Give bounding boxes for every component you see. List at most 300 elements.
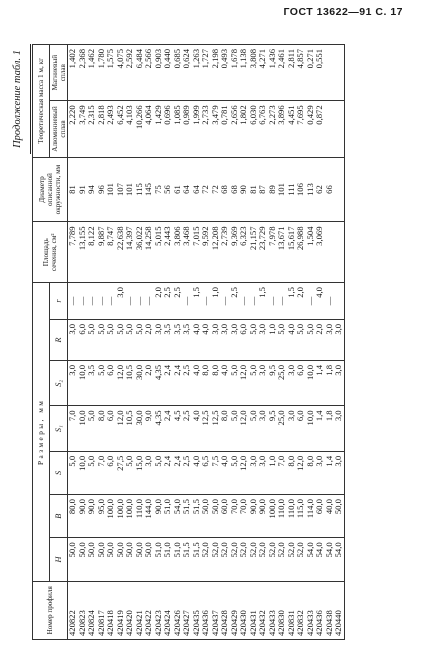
cell-r: 3,0	[116, 283, 126, 320]
cell-S1: 4,5	[173, 406, 183, 451]
cell-area: 9,369	[230, 222, 240, 283]
cell-S2: 5,0	[97, 361, 107, 406]
cell-R: 5,0	[87, 319, 97, 360]
col-mass-group: Теоретическая масса 1 м, кг	[33, 45, 50, 158]
cell-profile-number: 420430	[239, 581, 249, 639]
cell-S1: 5,0	[230, 406, 240, 451]
cell-S: 1,4	[325, 451, 335, 494]
cell-area: 36,022	[135, 222, 145, 283]
col-area: Площадь сечения, см²	[33, 222, 68, 283]
cell-B: 51,5	[192, 495, 202, 538]
col-R: R	[50, 319, 68, 360]
cell-r: —	[182, 283, 192, 320]
cell-S2: 10,5	[125, 361, 135, 406]
cell-B: 50,0	[201, 495, 211, 538]
cell-H: 50,0	[116, 538, 126, 581]
cell-S: 3,0	[249, 451, 259, 494]
cell-S1: 2,4	[163, 406, 173, 451]
cell-R: 3,0	[154, 319, 164, 360]
cell-circle-diameter: 107	[116, 157, 126, 222]
cell-S1: 1,8	[325, 406, 335, 451]
cell-S1: 25,0	[277, 406, 287, 451]
col-S2: S₂	[50, 361, 68, 406]
cell-S2: 25,0	[277, 361, 287, 406]
cell-B: 90,0	[87, 495, 97, 538]
cell-S1: 9,5	[268, 406, 278, 451]
cell-area: 13,671	[277, 222, 287, 283]
cell-mass-magnesium: 4,075	[116, 45, 126, 101]
cell-profile-number: 420440	[334, 581, 344, 639]
cell-B: 100,0	[268, 495, 278, 538]
cell-mass-magnesium: 4,271	[258, 45, 268, 101]
cell-H: 50,0	[144, 538, 154, 581]
cell-S1: 4,35	[154, 406, 164, 451]
cell-B: 100,0	[116, 495, 126, 538]
cell-R: 3,5	[173, 319, 183, 360]
cell-circle-diameter: 145	[144, 157, 154, 222]
cell-S: 2,4	[173, 451, 183, 494]
cell-S: 6,0	[106, 451, 116, 494]
cell-B: 51,0	[163, 495, 173, 538]
cell-circle-diameter: 101	[125, 157, 135, 222]
cell-area: 26,988	[296, 222, 306, 283]
cell-mass-aluminium: 1,429	[154, 101, 164, 157]
cell-S1: 30,0	[135, 406, 145, 451]
cell-area: 21,157	[249, 222, 259, 283]
cell-S2: 1,8	[325, 361, 335, 406]
cell-mass-magnesium: 1,402	[68, 45, 78, 101]
cell-mass-aluminium	[325, 101, 335, 157]
cell-S2: 6,0	[296, 361, 306, 406]
cell-mass-magnesium: 0,271	[306, 45, 316, 101]
cell-H: 51,5	[192, 538, 202, 581]
cell-profile-number: 420823	[78, 581, 88, 639]
cell-R: 3,0	[220, 319, 230, 360]
cell-S: 27,5	[116, 451, 126, 494]
col-circle-diameter: Диаметр описанной окружности, мм	[33, 157, 68, 222]
cell-S2: 2,4	[163, 361, 173, 406]
cell-profile-number: 420433	[306, 581, 316, 639]
cell-R: 4,0	[192, 319, 202, 360]
cell-profile-number: 420428	[220, 581, 230, 639]
cell-B: 50,0	[334, 495, 344, 538]
cell-area: 12,208	[211, 222, 221, 283]
cell-mass-magnesium: 1,727	[201, 45, 211, 101]
cell-mass-aluminium: 0,989	[182, 101, 192, 157]
cell-circle-diameter: 91	[78, 157, 88, 222]
cell-mass-magnesium: 2,461	[277, 45, 287, 101]
cell-S2: 9,5	[268, 361, 278, 406]
cell-S: 12,0	[239, 451, 249, 494]
cell-profile-number: 420831	[287, 581, 297, 639]
cell-B: 80,0	[68, 495, 78, 538]
cell-mass-magnesium: 0,551	[315, 45, 325, 101]
cell-area: 8,747	[106, 222, 116, 283]
cell-r: —	[125, 283, 135, 320]
cell-r: —	[87, 283, 97, 320]
cell-R: 6,0	[78, 319, 88, 360]
cell-B: 110,0	[135, 495, 145, 538]
cell-mass-aluminium: 0,429	[306, 101, 316, 157]
cell-circle-diameter: 101	[277, 157, 287, 222]
cell-circle-diameter: 64	[182, 157, 192, 222]
cell-circle-diameter: 94	[87, 157, 97, 222]
table-row	[334, 45, 344, 640]
cell-H: 54,0	[306, 538, 316, 581]
cell-r: —	[106, 283, 116, 320]
cell-profile-number: 420424	[163, 581, 173, 639]
cell-S2: 5,0	[230, 361, 240, 406]
cell-S: 3,0	[334, 451, 344, 494]
cell-B: 54,0	[173, 495, 183, 538]
cell-R: 5,0	[106, 319, 116, 360]
cell-S1: 10,0	[78, 406, 88, 451]
col-magnesium: Магниевый сплав	[50, 45, 68, 101]
cell-S1: 7,0	[68, 406, 78, 451]
cell-mass-magnesium: 0,624	[182, 45, 192, 101]
cell-mass-aluminium: 2,220	[68, 101, 78, 157]
cell-r: —	[135, 283, 145, 320]
cell-H: 50,0	[106, 538, 116, 581]
cell-r: 2,5	[163, 283, 173, 320]
cell-S2: 12,0	[239, 361, 249, 406]
cell-S2: 8,0	[201, 361, 211, 406]
cell-B: 40,0	[325, 495, 335, 538]
cell-R: 3,0	[334, 319, 344, 360]
cell-S2: 10,0	[78, 361, 88, 406]
rotated-table-area	[10, 40, 400, 640]
cell-mass-magnesium: 2,592	[125, 45, 135, 101]
cell-mass-aluminium: 2,656	[230, 101, 240, 157]
col-S1: S₁	[50, 406, 68, 451]
cell-circle-diameter: 81	[68, 157, 78, 222]
cell-R: 5,0	[296, 319, 306, 360]
cell-area: 5,015	[154, 222, 164, 283]
cell-r: —	[201, 283, 211, 320]
cell-r: —	[268, 283, 278, 320]
cell-B: 51,5	[182, 495, 192, 538]
cell-R: 5,0	[135, 319, 145, 360]
cell-S: 2,5	[182, 451, 192, 494]
cell-B: 90,0	[249, 495, 259, 538]
cell-r: 1,0	[211, 283, 221, 320]
cell-R: 3,0	[258, 319, 268, 360]
cell-S: 5,0	[87, 451, 97, 494]
cell-H: 52,0	[201, 538, 211, 581]
cell-circle-diameter: 72	[201, 157, 211, 222]
cell-profile-number: 420431	[249, 581, 259, 639]
cell-S1: 3,0	[258, 406, 268, 451]
cell-mass-magnesium: 1,780	[97, 45, 107, 101]
cell-profile-number: 420824	[87, 581, 97, 639]
cell-area	[334, 222, 344, 283]
cell-S: 10,0	[78, 451, 88, 494]
cell-S2: 2,4	[173, 361, 183, 406]
page-header: ГОСТ 13622—91 С. 17	[283, 6, 403, 18]
cell-profile-number: 420432	[258, 581, 268, 639]
cell-circle-diameter: 66	[325, 157, 335, 222]
cell-S1: 8,0	[97, 406, 107, 451]
cell-r: —	[306, 283, 316, 320]
cell-area: 3,069	[315, 222, 325, 283]
cell-S: 7,5	[211, 451, 221, 494]
cell-H: 52,0	[230, 538, 240, 581]
cell-mass-magnesium: 2,566	[144, 45, 154, 101]
cell-S2: 3,0	[68, 361, 78, 406]
cell-S: 6,5	[201, 451, 211, 494]
cell-S2: 3,0	[287, 361, 297, 406]
cell-H: 52,0	[249, 538, 259, 581]
cell-mass-aluminium	[334, 101, 344, 157]
col-B: B	[50, 495, 68, 538]
cell-S1: 12,0	[116, 406, 126, 451]
cell-B: 70,0	[230, 495, 240, 538]
cell-mass-aluminium: 3,479	[211, 101, 221, 157]
cell-S2: 10,0	[306, 361, 316, 406]
cell-r: —	[325, 283, 335, 320]
cell-r: —	[277, 283, 287, 320]
cell-mass-aluminium: 0,781	[220, 101, 230, 157]
cell-r: 1,5	[258, 283, 268, 320]
cell-mass-aluminium: 2,818	[97, 101, 107, 157]
cell-S: 4,0	[220, 451, 230, 494]
cell-r: —	[249, 283, 259, 320]
cell-circle-diameter: 87	[258, 157, 268, 222]
cell-H: 52,0	[211, 538, 221, 581]
cell-profile-number: 420832	[296, 581, 306, 639]
cell-r: 1,5	[192, 283, 202, 320]
cell-S2: 4,0	[220, 361, 230, 406]
cell-mass-magnesium: 3,808	[249, 45, 259, 101]
cell-circle-diameter: 81	[249, 157, 259, 222]
cell-R: 1,0	[268, 319, 278, 360]
cell-B: 110,0	[287, 495, 297, 538]
cell-R: 4,0	[287, 319, 297, 360]
cell-circle-diameter: 62	[315, 157, 325, 222]
cell-profile-number: 420437	[211, 581, 221, 639]
cell-H: 54,0	[315, 538, 325, 581]
cell-S: 5,0	[230, 451, 240, 494]
cell-r	[334, 283, 344, 320]
cell-S1: 10,0	[306, 406, 316, 451]
cell-H: 54,0	[334, 538, 344, 581]
cell-profile-number: 420427	[182, 581, 192, 639]
cell-profile-number: 420822	[68, 581, 78, 639]
cell-area: 9,592	[201, 222, 211, 283]
cell-circle-diameter: 96	[97, 157, 107, 222]
cell-mass-aluminium: 4,103	[125, 101, 135, 157]
cell-R: 4,0	[201, 319, 211, 360]
cell-H: 51,0	[163, 538, 173, 581]
cell-S: 15,0	[135, 451, 145, 494]
cell-circle-diameter: 101	[106, 157, 116, 222]
cell-R: 5,0	[277, 319, 287, 360]
cell-r: 4,0	[315, 283, 325, 320]
cell-H: 52,0	[220, 538, 230, 581]
cell-mass-aluminium: 7,695	[296, 101, 306, 157]
cell-S1: 3,0	[287, 406, 297, 451]
cell-profile-number: 420418	[106, 581, 116, 639]
cell-circle-diameter: 72	[211, 157, 221, 222]
cell-mass-magnesium: 4,857	[296, 45, 306, 101]
cell-S: 4,0	[192, 451, 202, 494]
col-profile-number: Номер профиля	[33, 581, 68, 639]
cell-S: 1,0	[268, 451, 278, 494]
cell-mass-magnesium: 2,368	[78, 45, 88, 101]
cell-H: 50,0	[125, 538, 135, 581]
cell-r: 2,0	[296, 283, 306, 320]
cell-circle-diameter: 56	[163, 157, 173, 222]
cell-S: 2,4	[163, 451, 173, 494]
cell-mass-aluminium: 4,451	[287, 101, 297, 157]
cell-area: 7,015	[192, 222, 202, 283]
cell-circle-diameter: 89	[268, 157, 278, 222]
cell-circle-diameter: 68	[230, 157, 240, 222]
cell-H: 50,0	[68, 538, 78, 581]
col-aluminium: Алюминиевый сплав	[50, 101, 68, 157]
cell-H: 54,0	[325, 538, 335, 581]
cell-H: 52,0	[296, 538, 306, 581]
cell-circle-diameter	[334, 157, 344, 222]
cell-B: 114,0	[306, 495, 316, 538]
cell-mass-magnesium: 1,678	[230, 45, 240, 101]
cell-R: 6,0	[239, 319, 249, 360]
cell-area: 15,617	[287, 222, 297, 283]
cell-area: 8,122	[87, 222, 97, 283]
cell-R: 3,0	[230, 319, 240, 360]
cell-H: 50,0	[78, 538, 88, 581]
table-row	[68, 45, 78, 640]
cell-profile-number: 420436	[201, 581, 211, 639]
cell-mass-aluminium: 0,872	[315, 101, 325, 157]
cell-area: 23,729	[258, 222, 268, 283]
cell-R: 5,0	[116, 319, 126, 360]
cell-S1: 5,0	[249, 406, 259, 451]
cell-area: 2,443	[163, 222, 173, 283]
cell-S: 3,0	[258, 451, 268, 494]
profile-table	[32, 44, 345, 640]
cell-area: 3,806	[173, 222, 183, 283]
cell-S2: 4,0	[192, 361, 202, 406]
cell-area: 1,504	[306, 222, 316, 283]
cell-S1: 10,5	[125, 406, 135, 451]
cell-area: 13,155	[78, 222, 88, 283]
cell-mass-aluminium: 1,085	[173, 101, 183, 157]
cell-S: 5,0	[125, 451, 135, 494]
cell-S2: 1,4	[315, 361, 325, 406]
cell-R: 2,0	[315, 319, 325, 360]
cell-r: 1,5	[287, 283, 297, 320]
cell-H: 52,0	[277, 538, 287, 581]
cell-mass-aluminium: 1,999	[192, 101, 202, 157]
cell-area: 7,789	[68, 222, 78, 283]
cell-S1: 3,0	[334, 406, 344, 451]
cell-R: 3,0	[68, 319, 78, 360]
cell-S1: 2,5	[182, 406, 192, 451]
cell-H: 51,0	[154, 538, 164, 581]
cell-mass-magnesium: 1,138	[239, 45, 249, 101]
cell-mass-magnesium	[325, 45, 335, 101]
cell-profile-number: 420436	[315, 581, 325, 639]
cell-B: 60,0	[315, 495, 325, 538]
cell-area: 9,887	[97, 222, 107, 283]
cell-mass-aluminium: 4,064	[144, 101, 154, 157]
cell-mass-aluminium: 2,315	[87, 101, 97, 157]
cell-H: 50,0	[97, 538, 107, 581]
cell-circle-diameter: 90	[239, 157, 249, 222]
cell-B: 90,0	[154, 495, 164, 538]
cell-profile-number: 420421	[135, 581, 145, 639]
cell-mass-magnesium: 0,440	[163, 45, 173, 101]
cell-S1: 5,0	[87, 406, 97, 451]
cell-B: 110,0	[277, 495, 287, 538]
cell-S: 8,0	[306, 451, 316, 494]
cell-circle-diameter: 115	[135, 157, 145, 222]
cell-r: 2,0	[154, 283, 164, 320]
cell-R: 3,5	[182, 319, 192, 360]
cell-r: —	[78, 283, 88, 320]
cell-circle-diameter: 68	[220, 157, 230, 222]
cell-S: 7,0	[97, 451, 107, 494]
cell-S1: 6,0	[296, 406, 306, 451]
cell-mass-magnesium: 1,462	[87, 45, 97, 101]
cell-H: 52,0	[268, 538, 278, 581]
cell-mass-aluminium: 3,896	[277, 101, 287, 157]
cell-mass-aluminium: 0,696	[163, 101, 173, 157]
cell-R: 5,0	[125, 319, 135, 360]
cell-B: 95,0	[97, 495, 107, 538]
table-body	[68, 45, 345, 640]
cell-S1: 4,0	[192, 406, 202, 451]
cell-B: 115,0	[296, 495, 306, 538]
cell-H: 52,0	[287, 538, 297, 581]
cell-S2: 2,0	[144, 361, 154, 406]
cell-mass-magnesium: 6,484	[135, 45, 145, 101]
cell-B: 144,0	[144, 495, 154, 538]
cell-S1: 12,0	[239, 406, 249, 451]
cell-mass-aluminium: 3,749	[78, 101, 88, 157]
cell-H: 52,0	[258, 538, 268, 581]
cell-H: 51,5	[182, 538, 192, 581]
cell-S1: 1,4	[315, 406, 325, 451]
cell-H: 51,0	[173, 538, 183, 581]
cell-B: 100,0	[106, 495, 116, 538]
col-dimensions-group: Размеры, мм	[33, 283, 50, 582]
cell-R: 3,5	[163, 319, 173, 360]
cell-mass-aluminium: 2,493	[106, 101, 116, 157]
cell-R: 5,0	[306, 319, 316, 360]
cell-H: 50,0	[135, 538, 145, 581]
cell-mass-aluminium: 6,030	[249, 101, 259, 157]
cell-profile-number: 420830	[277, 581, 287, 639]
cell-mass-aluminium: 1,802	[239, 101, 249, 157]
cell-area: 6,323	[239, 222, 249, 283]
cell-r: —	[68, 283, 78, 320]
cell-S1: 9,0	[144, 406, 154, 451]
cell-mass-aluminium: 6,452	[116, 101, 126, 157]
cell-circle-diameter: 111	[287, 157, 297, 222]
cell-S2: 8,0	[211, 361, 221, 406]
cell-R: 5,0	[249, 319, 259, 360]
cell-S2: 3,0	[258, 361, 268, 406]
cell-profile-number: 420433	[268, 581, 278, 639]
col-r: r	[50, 283, 68, 320]
cell-B: 90,0	[78, 495, 88, 538]
cell-profile-number: 420420	[125, 581, 135, 639]
cell-r: —	[239, 283, 249, 320]
cell-circle-diameter: 64	[192, 157, 202, 222]
cell-S1: 6,0	[106, 406, 116, 451]
